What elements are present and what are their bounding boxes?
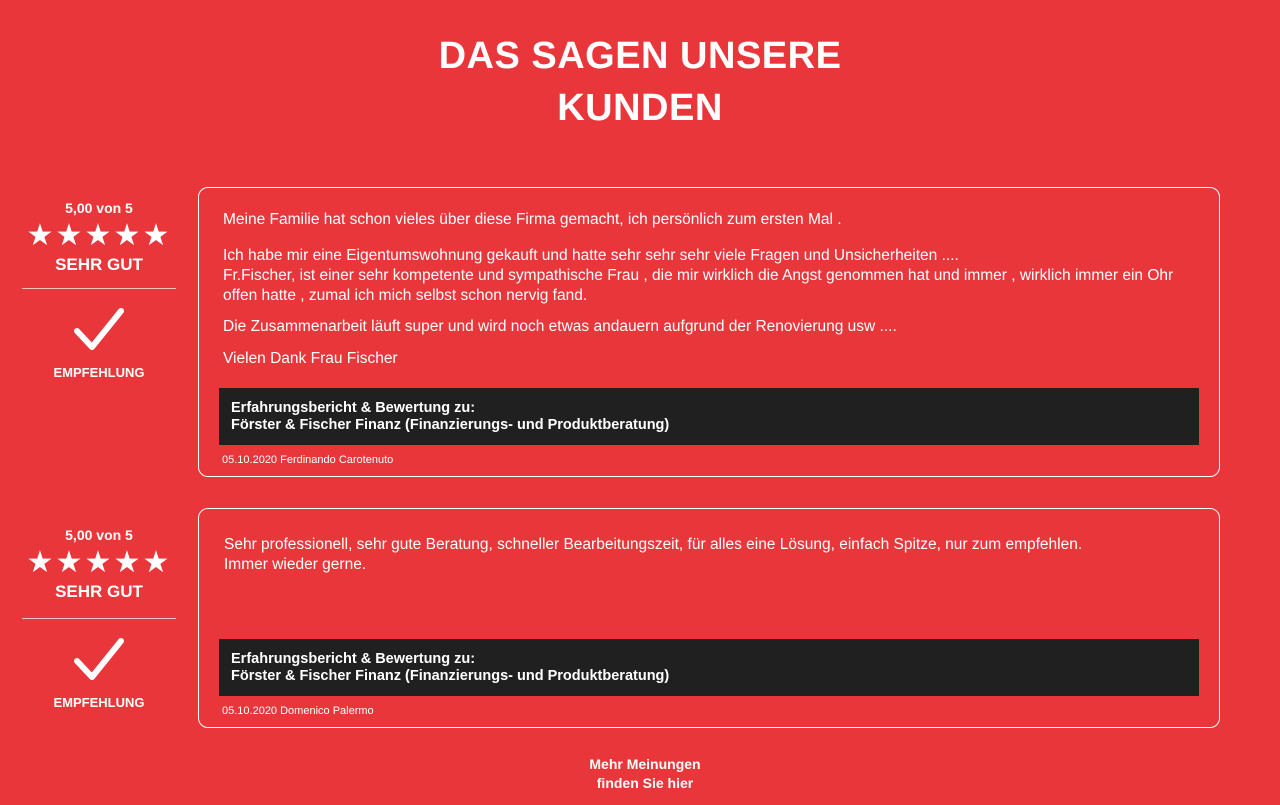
review-card-1 <box>198 187 1220 477</box>
star-rating <box>22 219 176 252</box>
review-paragraph-group <box>223 246 1199 306</box>
checkmark-icon <box>22 307 176 357</box>
star-icon: ★ <box>26 219 56 252</box>
product-heading: Erfahrungsbericht & Bewertung zu: <box>231 651 476 667</box>
product-name: Förster & Fischer Finanz (Finanzierungs- und Produktberatung) <box>231 668 670 684</box>
review-paragraph: Die Zusammenarbeit läuft super und wird noch etwas andauern aufgrund der Renovierung usw .... <box>223 318 897 335</box>
review-date-author: 05.10.2020 Domenico Palermo <box>222 705 374 717</box>
page-title-line-1: DAS SAGEN UNSERE <box>438 35 842 77</box>
star-icon: ★ <box>84 219 114 252</box>
page-title <box>0 30 1280 134</box>
review-paragraph: Fr.Fischer, ist einer sehr kompetente und sympathische Frau , die mir wirklich die Angst genommen hat und immer , wirklich immer ein Ohr offen hatte , zumal ich mich selbst schon nervig fand. <box>223 267 1174 304</box>
review-paragraph: Ich habe mir eine Eigentumswohnung gekauft und hatte sehr sehr sehr viele Fragen und Unsicherheiten .... <box>223 247 959 264</box>
star-icon: ★ <box>84 546 114 579</box>
more-reviews-line-2: finden Sie hier <box>596 775 694 791</box>
rating-score: 5,00 von 5 <box>65 527 133 543</box>
review-text <box>223 210 1199 380</box>
more-reviews-link[interactable] <box>560 755 730 793</box>
page-title-line-2: KUNDEN <box>557 87 723 129</box>
product-box <box>219 388 1199 445</box>
star-icon: ★ <box>26 546 56 579</box>
recommendation-label: EMPFEHLUNG <box>53 365 145 380</box>
rating-score: 5,00 von 5 <box>65 200 133 216</box>
review-card-2 <box>198 508 1220 728</box>
checkmark-icon <box>22 637 176 687</box>
rating-label: SEHR GUT <box>55 255 143 274</box>
star-icon: ★ <box>55 546 85 579</box>
review-paragraph: Vielen Dank Frau Fischer <box>223 350 398 367</box>
divider <box>22 618 176 619</box>
product-name: Förster & Fischer Finanz (Finanzierungs- und Produktberatung) <box>231 417 670 433</box>
review-1-rating-panel <box>22 199 176 380</box>
recommendation-label: EMPFEHLUNG <box>53 695 145 710</box>
review-2-rating-panel <box>22 526 176 710</box>
more-reviews-line-1: Mehr Meinungen <box>589 756 701 772</box>
review-paragraph: Sehr professionell, sehr gute Beratung, schneller Bearbeitungszeit, für alles eine Lösung, einfach Spitze, nur zum empfehlen. <box>224 536 1083 553</box>
review-paragraph: Immer wieder gerne. <box>224 556 367 573</box>
divider <box>22 288 176 289</box>
star-icon: ★ <box>113 219 143 252</box>
star-icon: ★ <box>142 546 172 579</box>
review-date-author: 05.10.2020 Ferdinando Carotenuto <box>222 454 394 466</box>
star-icon: ★ <box>142 219 172 252</box>
product-box <box>219 639 1199 696</box>
rating-label: SEHR GUT <box>55 582 143 601</box>
star-icon: ★ <box>113 546 143 579</box>
star-rating <box>22 546 176 579</box>
review-text <box>224 535 1199 586</box>
product-heading: Erfahrungsbericht & Bewertung zu: <box>231 400 476 416</box>
star-icon: ★ <box>55 219 85 252</box>
review-paragraph-group <box>224 535 1199 575</box>
review-paragraph: Meine Familie hat schon vieles über diese Firma gemacht, ich persönlich zum ersten Mal . <box>223 211 842 228</box>
